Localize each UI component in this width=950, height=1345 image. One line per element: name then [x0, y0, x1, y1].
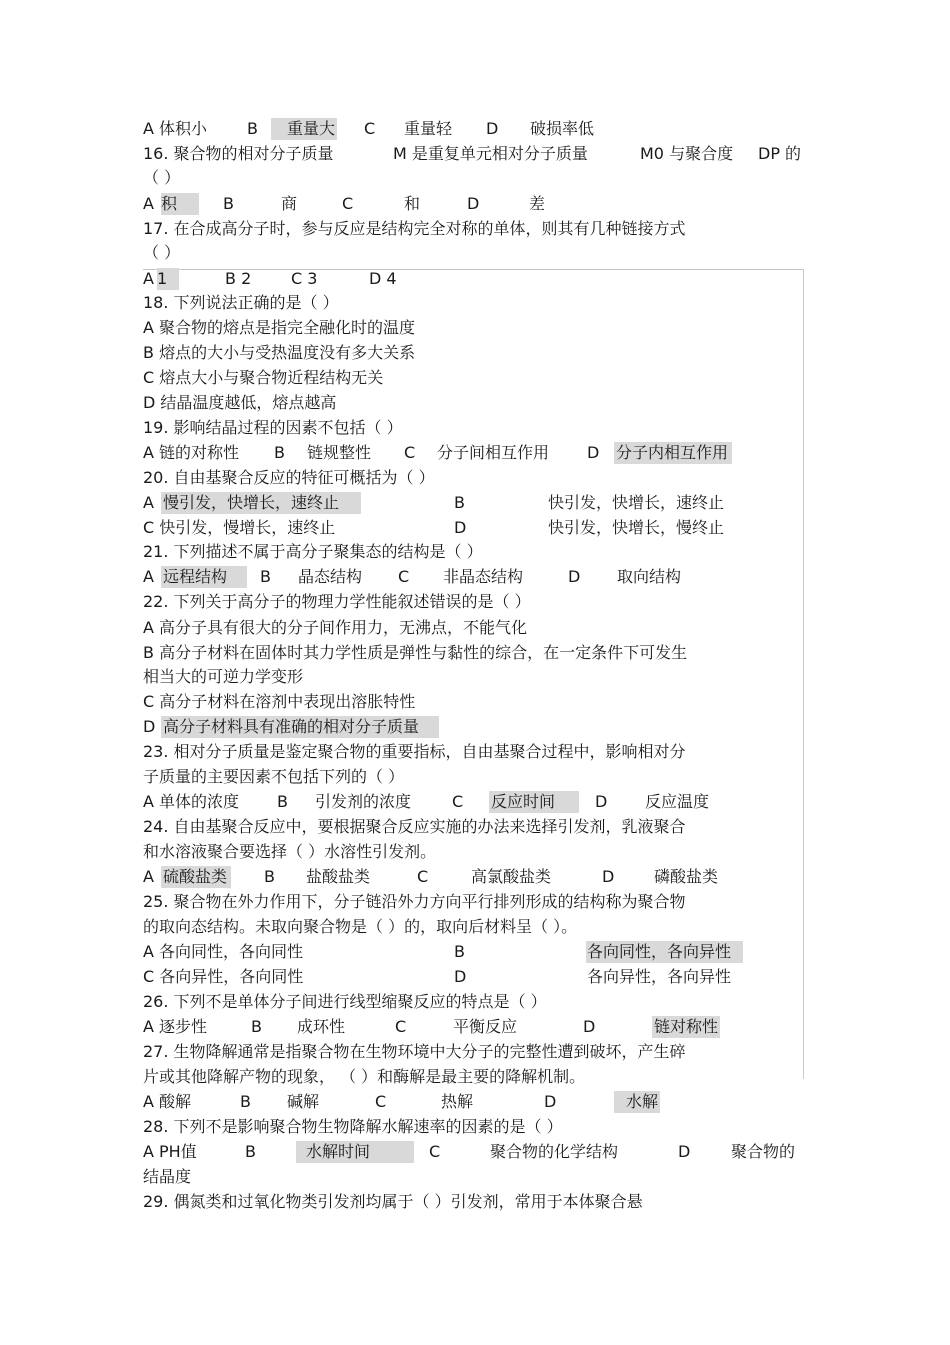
q19-stem: 19. 影响结晶过程的因素不包括（ ）	[143, 418, 403, 437]
q19-option-b-letter: B	[274, 443, 285, 462]
q15-option-c: 重量轻	[404, 119, 453, 138]
q15-option-d-letter: D	[486, 119, 499, 138]
q15-option-a: A 体积小	[143, 119, 208, 138]
q19-option-d-answer: 分子内相互作用	[614, 442, 732, 464]
q25-stem-line1: 25. 聚合物在外力作用下，分子链沿外力方向平行排列形成的结构称为聚合物	[143, 892, 686, 911]
q26-option-b: 成环性	[297, 1017, 346, 1036]
q23-option-b-letter: B	[277, 792, 288, 811]
q23-option-c-answer: 反应时间	[489, 791, 579, 813]
q17-option-a-letter: A	[143, 269, 154, 288]
q21-option-a-letter: A	[143, 567, 154, 586]
q27-option-a: A 酸解	[143, 1092, 192, 1111]
q24-option-b: 盐酸盐类	[306, 867, 371, 886]
q26-option-a: A 逐步性	[143, 1017, 208, 1036]
q19-option-b: 链规整性	[307, 443, 372, 462]
q15-option-c-letter: C	[364, 119, 376, 138]
q17-option-b: B 2	[225, 269, 252, 288]
q17-stem: 17. 在合成高分子时，参与反应是结构完全对称的单体，则其有几种链接方式	[143, 219, 686, 238]
q24-option-c: 高氯酸盐类	[471, 867, 552, 886]
q24-stem-line2: 和水溶液聚合要选择（ ）水溶性引发剂。	[143, 842, 437, 861]
q16-stem-part3: M0 与聚合度	[640, 144, 734, 163]
q22-option-b-line1: B 高分子材料在固体时其力学性质是弹性与黏性的综合，在一定条件下可发生	[143, 643, 688, 662]
q25-option-d-letter: D	[454, 967, 467, 986]
q21-stem: 21. 下列描述不属于高分子聚集态的结构是（ ）	[143, 542, 483, 561]
q19-option-d-letter: D	[587, 443, 600, 462]
q24-option-a-letter: A	[143, 867, 154, 886]
q20-option-d-letter: D	[454, 518, 467, 537]
q16-option-b-letter: B	[223, 194, 234, 213]
q26-option-d-answer: 链对称性	[654, 1017, 719, 1036]
q25-option-b-letter: B	[454, 942, 465, 961]
q22-stem: 22. 下列关于高分子的物理力学性能叙述错误的是（ ）	[143, 592, 531, 611]
q21-option-d-letter: D	[568, 567, 581, 586]
q24-stem-line1: 24. 自由基聚合反应中，要根据聚合反应实施的办法来选择引发剂，乳液聚合	[143, 817, 686, 836]
q15-option-b-answer: 重量大	[271, 118, 337, 140]
q18-option-b: B 熔点的大小与受热温度没有多大关系	[143, 343, 416, 362]
q16-option-a-answer: 积	[161, 193, 199, 215]
q28-option-d-letter: D	[678, 1142, 691, 1161]
q27-stem-line2: 片或其他降解产物的现象， （ ）和酶解是最主要的降解机制。	[143, 1067, 586, 1086]
q16-option-a-letter: A	[143, 194, 154, 213]
q23-option-d: 反应温度	[645, 792, 710, 811]
q26-option-c-letter: C	[395, 1017, 407, 1036]
q25-option-b-answer: 各向同性，各向异性	[586, 941, 743, 963]
q21-option-c-letter: C	[398, 567, 410, 586]
q28-option-c-letter: C	[429, 1142, 441, 1161]
q16-option-c-letter: C	[342, 194, 354, 213]
q16-stem-part2: M 是重复单元相对分子质量	[393, 144, 588, 163]
q24-option-d: 磷酸盐类	[654, 867, 719, 886]
q24-option-c-letter: C	[417, 867, 429, 886]
q29-stem: 29. 偶氮类和过氧化物类引发剂均属于（ ）引发剂，常用于本体聚合悬	[143, 1192, 643, 1211]
q20-option-b: 快引发，快增长，速终止	[548, 493, 725, 512]
q23-option-d-letter: D	[595, 792, 608, 811]
q17-option-d: D 4	[369, 269, 397, 288]
q23-stem-line2: 子质量的主要因素不包括下列的（ ）	[143, 767, 405, 786]
q28-option-b-answer: 水解时间	[296, 1141, 414, 1163]
q22-option-d-answer: 高分子材料具有准确的相对分子质量	[161, 716, 439, 738]
q26-option-d-letter: D	[583, 1017, 596, 1036]
q27-option-c-letter: C	[375, 1092, 387, 1111]
q21-option-a-answer: 远程结构	[161, 566, 247, 588]
q20-option-c: C 快引发，慢增长，速终止	[143, 518, 336, 537]
q25-option-c: C 各向异性，各向同性	[143, 967, 304, 986]
q15-option-b-letter: B	[247, 119, 258, 138]
q20-option-a-letter: A	[143, 493, 154, 512]
q19-option-a: A 链的对称性	[143, 443, 240, 462]
q24-option-b-letter: B	[264, 867, 275, 886]
q22-option-d-letter: D	[143, 717, 156, 736]
q27-option-b-letter: B	[240, 1092, 251, 1111]
q23-option-b: 引发剂的浓度	[315, 792, 412, 811]
q28-option-d-cont: 结晶度	[143, 1167, 192, 1186]
q16-option-d-letter: D	[467, 194, 480, 213]
q22-option-c: C 高分子材料在溶剂中表现出溶胀特性	[143, 692, 416, 711]
q19-option-c-letter: C	[404, 443, 416, 462]
q18-option-c: C 熔点大小与聚合物近程结构无关	[143, 368, 384, 387]
q26-option-c: 平衡反应	[453, 1017, 518, 1036]
q22-option-a: A 高分子具有很大的分子间作用力，无沸点，不能气化	[143, 618, 528, 637]
q16-stem-part1: 16. 聚合物的相对分子质量	[143, 144, 334, 163]
q18-option-a: A 聚合物的熔点是指完全融化时的温度	[143, 318, 416, 337]
q16-option-b: 商	[281, 194, 298, 213]
q21-option-b: 晶态结构	[298, 567, 363, 586]
q16-stem-part4: DP 的	[758, 144, 802, 163]
q20-option-d: 快引发，快增长，慢终止	[548, 518, 725, 537]
q27-option-c: 热解	[441, 1092, 474, 1111]
q17-option-c: C 3	[291, 269, 318, 288]
q16-paren: （ ）	[143, 168, 181, 187]
q16-option-d: 差	[529, 194, 546, 213]
q25-option-a: A 各向同性，各向同性	[143, 942, 304, 961]
q16-option-c: 和	[404, 194, 421, 213]
q28-option-b-letter: B	[245, 1142, 256, 1161]
q27-stem-line1: 27. 生物降解通常是指聚合物在生物环境中大分子的完整性遭到破坏，产生碎	[143, 1042, 686, 1061]
q20-option-b-letter: B	[454, 493, 465, 512]
q20-option-a-answer: 慢引发，快增长，速终止	[161, 492, 361, 514]
q22-option-b-line2: 相当大的可逆力学变形	[143, 667, 304, 686]
q17-option-a-answer: 1	[157, 268, 179, 290]
q18-stem: 18. 下列说法正确的是（ ）	[143, 293, 339, 312]
q28-option-c: 聚合物的化学结构	[490, 1142, 619, 1161]
q28-option-a: A PH值	[143, 1142, 197, 1161]
q15-option-d: 破损率低	[530, 119, 595, 138]
q26-option-b-letter: B	[251, 1017, 262, 1036]
q21-option-d: 取向结构	[617, 567, 682, 586]
q28-stem: 28. 下列不是影响聚合物生物降解水解速率的因素的是（ ）	[143, 1117, 563, 1136]
q25-stem-line2: 的取向态结构。未取向聚合物是（ ）的，取向后材料呈（ ）。	[143, 917, 578, 936]
q23-option-c-letter: C	[452, 792, 464, 811]
q24-option-a-answer: 硫酸盐类	[161, 866, 231, 888]
q27-option-d-answer: 水解	[614, 1091, 660, 1113]
q23-option-a: A 单体的浓度	[143, 792, 240, 811]
q27-option-d-letter: D	[544, 1092, 557, 1111]
q19-option-c: 分子间相互作用	[437, 443, 550, 462]
q24-option-d-letter: D	[602, 867, 615, 886]
q21-option-c: 非晶态结构	[443, 567, 524, 586]
q23-stem-line1: 23. 相对分子质量是鉴定聚合物的重要指标，自由基聚合过程中，影响相对分	[143, 742, 686, 761]
q18-option-d: D 结晶温度越低，熔点越高	[143, 393, 337, 412]
q21-option-b-letter: B	[260, 567, 271, 586]
q28-option-d: 聚合物的	[731, 1142, 796, 1161]
q20-stem: 20. 自由基聚合反应的特征可概括为（ ）	[143, 468, 435, 487]
q27-option-b: 碱解	[287, 1092, 320, 1111]
q25-option-d: 各向异性，各向异性	[587, 967, 732, 986]
frame-right-border	[803, 269, 804, 1079]
q26-stem: 26. 下列不是单体分子间进行线型缩聚反应的特点是（ ）	[143, 992, 547, 1011]
q17-paren: （ ）	[143, 243, 181, 262]
